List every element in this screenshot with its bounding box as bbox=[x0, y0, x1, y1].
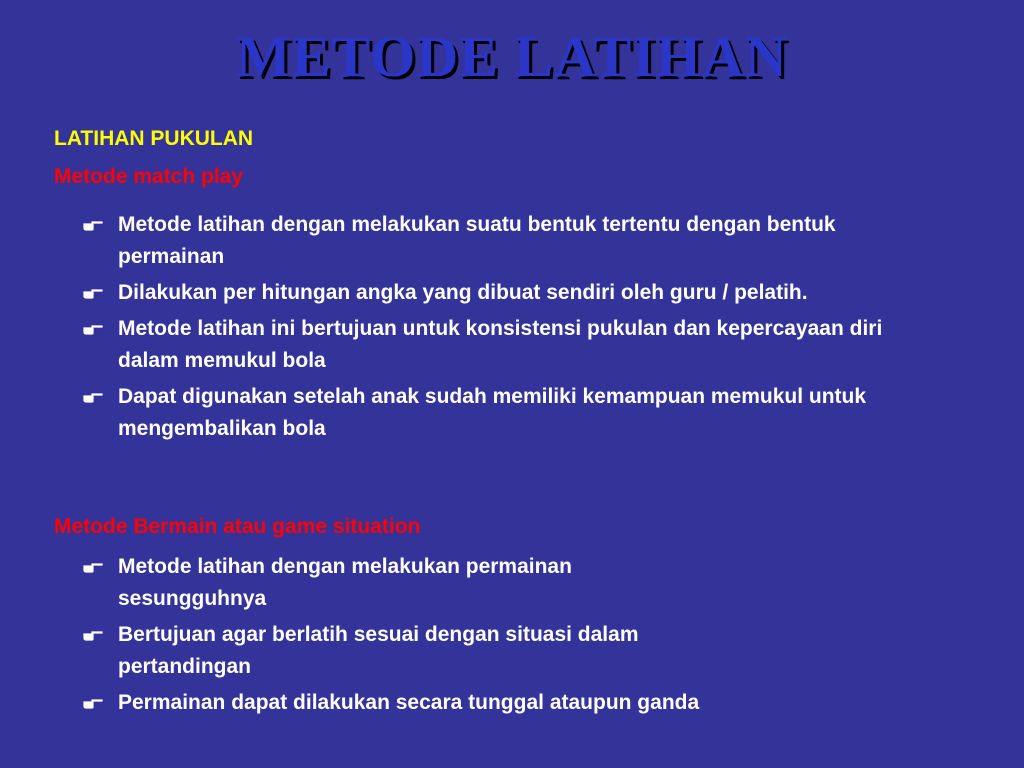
bullet-item bbox=[80, 381, 920, 445]
bullet-text: Permainan dapat dilakukan secara tunggal ataupun ganda bbox=[118, 691, 700, 714]
bullet-text: Metode latihan ini bertujuan untuk konsistensi pukulan dan kepercayaan diri dalam memukul bola bbox=[118, 317, 883, 372]
bullet-item bbox=[80, 551, 720, 615]
pointing-hand-icon bbox=[80, 687, 106, 719]
bullet-text: Dilakukan per hitungan angka yang dibuat sendiri oleh guru / pelatih. bbox=[118, 281, 808, 304]
pointing-hand-icon bbox=[80, 313, 106, 345]
bullet-item bbox=[80, 313, 920, 377]
topic-heading: LATIHAN PUKULAN bbox=[54, 127, 254, 150]
bullet-item bbox=[80, 209, 920, 273]
bullet-text: Metode latihan dengan melakukan permainan sesungguhnya bbox=[118, 555, 572, 610]
pointing-hand-icon bbox=[80, 551, 106, 583]
section-heading-game-situation: Metode Bermain atau game situation bbox=[54, 515, 421, 538]
pointing-hand-icon bbox=[80, 209, 106, 241]
bullet-item bbox=[80, 619, 720, 683]
bullet-item bbox=[80, 687, 918, 719]
pointing-hand-icon bbox=[80, 277, 106, 309]
pointing-hand-icon bbox=[80, 381, 106, 413]
pointing-hand-icon bbox=[80, 619, 106, 651]
section-heading-match-play: Metode match play bbox=[54, 165, 244, 188]
bullet-list-game-situation bbox=[80, 551, 720, 723]
bullet-text: Bertujuan agar berlatih sesuai dengan situasi dalam pertandingan bbox=[118, 623, 639, 678]
bullet-item bbox=[80, 277, 920, 309]
bullet-text: Dapat digunakan setelah anak sudah memiliki kemampuan memukul untuk mengembalikan bola bbox=[118, 385, 867, 440]
slide-title: METODE LATIHAN bbox=[236, 24, 788, 89]
bullet-list-match-play bbox=[80, 209, 920, 449]
bullet-text: Metode latihan dengan melakukan suatu bentuk tertentu dengan bentuk permainan bbox=[118, 213, 836, 268]
